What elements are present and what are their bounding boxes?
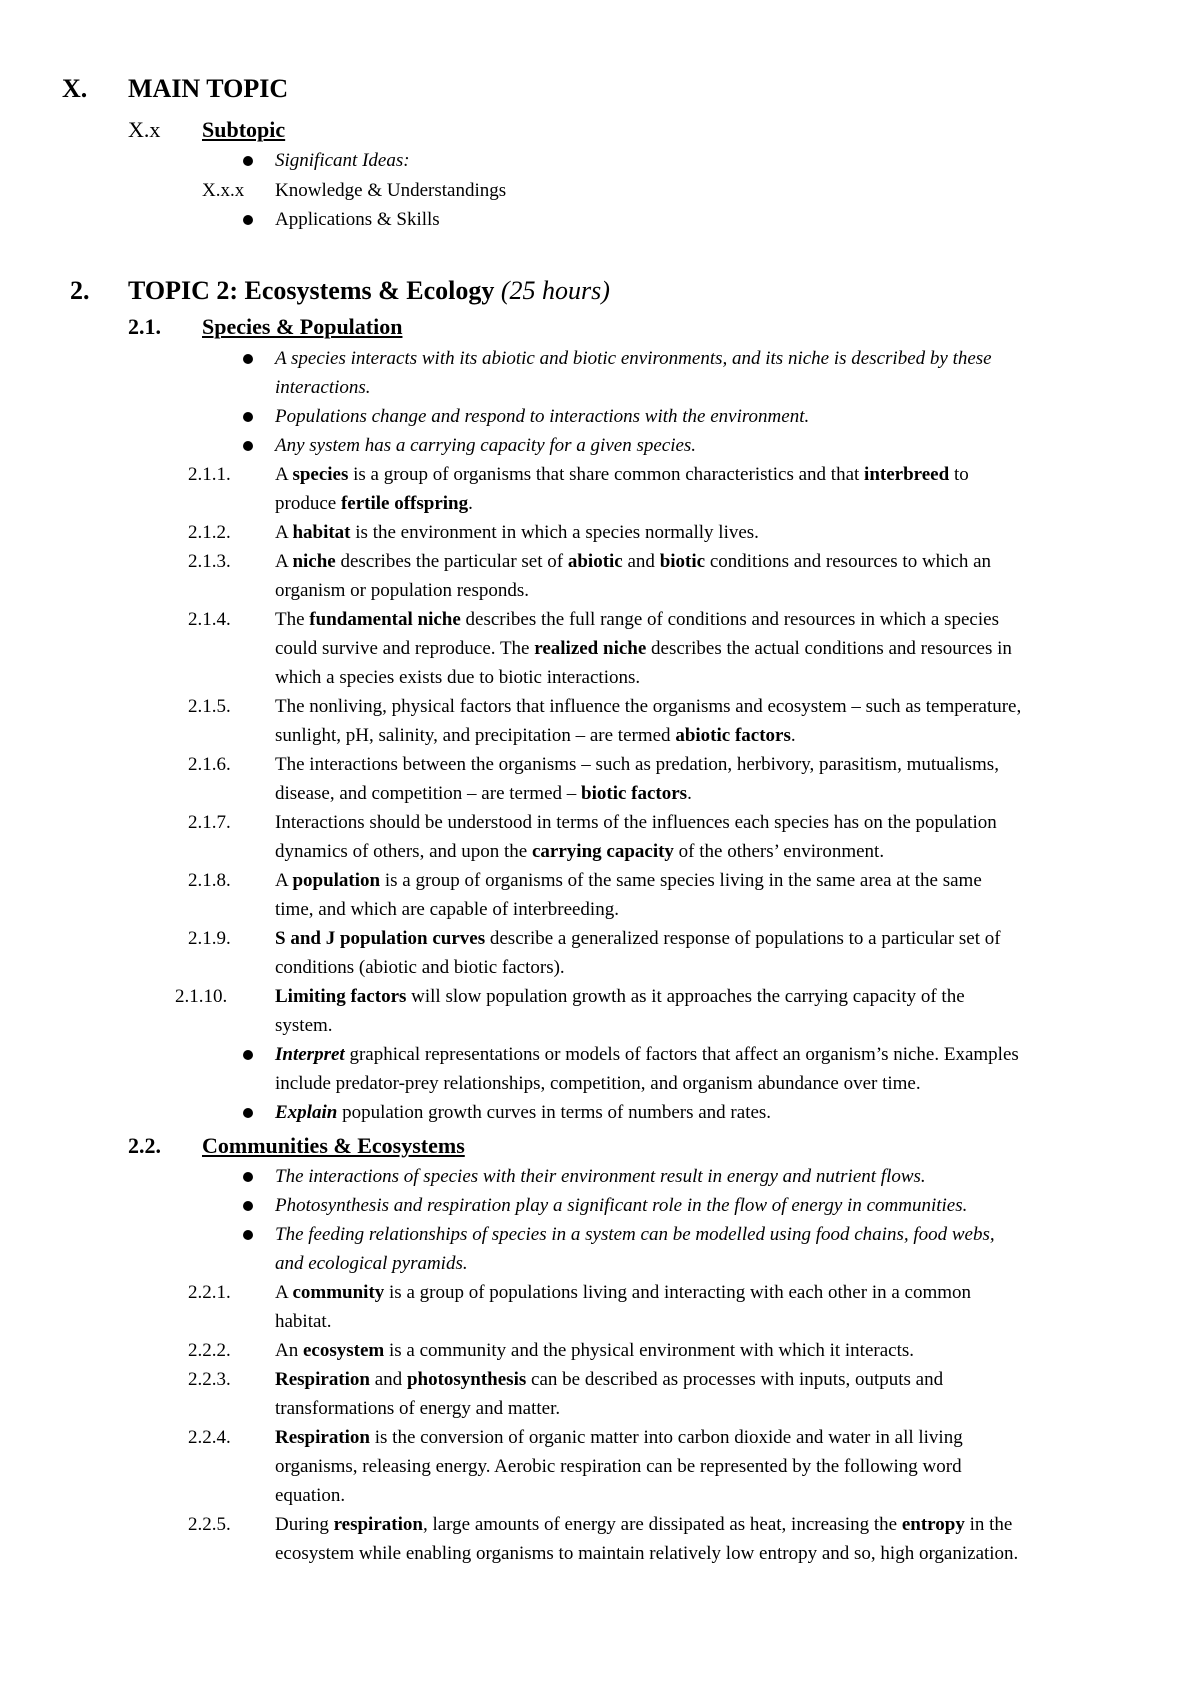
application-skill: Explain population growth curves in terms of numbers and rates.	[275, 1102, 772, 1123]
item-text: A population is a group of organisms of the same species living in the same area at the same	[275, 870, 982, 891]
bullet-icon	[243, 1230, 253, 1240]
item-text: Interactions should be understood in terms of the influences each species has on the population	[275, 812, 997, 833]
item-text: The nonliving, physical factors that influence the organisms and ecosystem – such as temperature,	[275, 696, 1022, 717]
significant-idea: A species interacts with its abiotic and biotic environments, and its niche is described by these	[275, 348, 992, 369]
item-text: An ecosystem is a community and the physical environment with which it interacts.	[275, 1340, 915, 1361]
bullet-icon	[243, 1201, 253, 1211]
bullet-icon	[243, 412, 253, 422]
bullet-icon	[243, 1172, 253, 1182]
item-number: 2.1.9.	[188, 928, 231, 949]
main-topic-number: X.	[62, 74, 88, 103]
ku-number: X.x.x	[202, 180, 245, 201]
item-text-cont: which a species exists due to biotic interactions.	[275, 667, 641, 688]
bullet-icon	[243, 354, 253, 364]
significant-idea: The interactions of species with their environment result in energy and nutrient flows.	[275, 1166, 926, 1187]
main-topic-title: MAIN TOPIC	[128, 74, 289, 103]
item-text: Respiration and photosynthesis can be described as processes with inputs, outputs and	[275, 1369, 944, 1390]
section-title: Species & Population	[202, 314, 403, 339]
item-text-cont: organism or population responds.	[275, 580, 530, 601]
item-text-cont: habitat.	[275, 1311, 332, 1332]
item-text: Respiration is the conversion of organic matter into carbon dioxide and water in all living	[275, 1427, 963, 1448]
item-text: Limiting factors will slow population growth as it approaches the carrying capacity of the	[275, 986, 965, 1007]
item-number: 2.1.3.	[188, 551, 231, 572]
significant-ideas-label: Significant Ideas:	[275, 150, 410, 171]
bullet-icon	[243, 1108, 253, 1118]
item-number: 2.2.1.	[188, 1282, 231, 1303]
item-text: During respiration, large amounts of energy are dissipated as heat, increasing the entropy in the	[275, 1514, 1013, 1535]
bullet-icon	[243, 1050, 253, 1060]
item-text-cont: organisms, releasing energy. Aerobic respiration can be represented by the following word	[275, 1456, 962, 1477]
item-number: 2.1.2.	[188, 522, 231, 543]
item-text-cont: ecosystem while enabling organisms to maintain relatively low entropy and so, high organization.	[275, 1543, 1019, 1564]
subtopic-title: Subtopic	[202, 117, 286, 142]
ku-label: Knowledge & Understandings	[275, 180, 507, 201]
item-text-cont: transformations of energy and matter.	[275, 1398, 561, 1419]
item-text-cont: sunlight, pH, salinity, and precipitation – are termed abiotic factors.	[275, 725, 796, 746]
item-number: 2.1.8.	[188, 870, 231, 891]
significant-idea: Any system has a carrying capacity for a given species.	[275, 435, 697, 456]
item-text: A niche describes the particular set of abiotic and biotic conditions and resources to which an	[275, 551, 992, 572]
item-text-cont: produce fertile offspring.	[275, 493, 473, 514]
item-text: The fundamental niche describes the full range of conditions and resources in which a species	[275, 609, 999, 630]
item-number: 2.2.5.	[188, 1514, 231, 1535]
significant-idea: Populations change and respond to interactions with the environment.	[275, 406, 810, 427]
item-number: 2.1.4.	[188, 609, 231, 630]
topic-title: TOPIC 2: Ecosystems & Ecology (25 hours)	[128, 276, 610, 305]
bullet-icon	[243, 156, 253, 166]
item-text-cont: could survive and reproduce. The realized niche describes the actual conditions and resources in	[275, 638, 1012, 659]
item-text: S and J population curves describe a generalized response of populations to a particular set of	[275, 928, 1001, 949]
item-text: The interactions between the organisms – such as predation, herbivory, parasitism, mutualisms,	[275, 754, 999, 775]
item-number: 2.2.3.	[188, 1369, 231, 1390]
section-number: 2.1.	[128, 314, 161, 339]
item-number: 2.2.4.	[188, 1427, 231, 1448]
significant-idea: Photosynthesis and respiration play a significant role in the flow of energy in communities.	[275, 1195, 968, 1216]
application-skill: Interpret graphical representations or models of factors that affect an organism’s niche. Examples	[275, 1044, 1019, 1065]
item-text-cont: time, and which are capable of interbreeding.	[275, 899, 619, 920]
item-text-cont: conditions (abiotic and biotic factors).	[275, 957, 565, 978]
applications-skills-label: Applications & Skills	[275, 209, 440, 230]
item-text-cont: dynamics of others, and upon the carrying capacity of the others’ environment.	[275, 841, 885, 862]
item-number: 2.1.1.	[188, 464, 231, 485]
topic-number: 2.	[70, 276, 90, 305]
item-number: 2.1.5.	[188, 696, 231, 717]
item-number: 2.1.7.	[188, 812, 231, 833]
subtopic-number: X.x	[128, 117, 161, 142]
item-number: 2.1.10.	[175, 986, 228, 1007]
item-number: 2.1.6.	[188, 754, 231, 775]
significant-idea-cont: interactions.	[275, 377, 371, 398]
section-number: 2.2.	[128, 1133, 161, 1158]
application-skill-cont: include predator-prey relationships, competition, and organism abundance over time.	[275, 1073, 921, 1094]
item-number: 2.2.2.	[188, 1340, 231, 1361]
significant-idea: The feeding relationships of species in a system can be modelled using food chains, food webs,	[275, 1224, 995, 1245]
item-text: A species is a group of organisms that share common characteristics and that interbreed to	[275, 464, 969, 485]
section-title: Communities & Ecosystems	[202, 1133, 465, 1158]
item-text: A habitat is the environment in which a species normally lives.	[275, 522, 759, 543]
significant-idea-cont: and ecological pyramids.	[275, 1253, 468, 1274]
item-text: A community is a group of populations living and interacting with each other in a common	[275, 1282, 972, 1303]
bullet-icon	[243, 441, 253, 451]
bullet-icon	[243, 215, 253, 225]
item-text-cont: equation.	[275, 1485, 346, 1506]
item-text-cont: system.	[275, 1015, 333, 1036]
item-text-cont: disease, and competition – are termed – biotic factors.	[275, 783, 692, 804]
